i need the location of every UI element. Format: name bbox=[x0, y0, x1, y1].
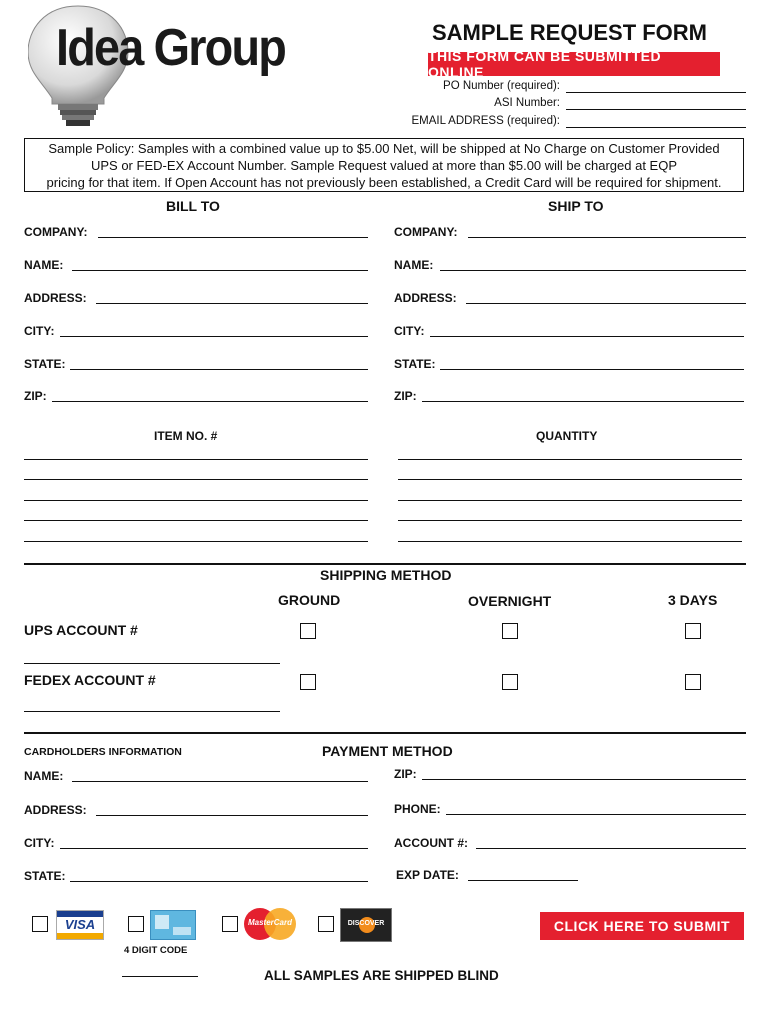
submit-button[interactable]: CLICK HERE TO SUBMIT bbox=[540, 912, 744, 940]
quantity-field[interactable] bbox=[398, 459, 742, 460]
bill-company-field[interactable] bbox=[98, 237, 368, 238]
bill-address-field[interactable] bbox=[96, 303, 368, 304]
amex-checkbox[interactable] bbox=[128, 916, 144, 932]
item-no-heading: ITEM NO. # bbox=[154, 429, 218, 443]
fedex-3days-checkbox[interactable] bbox=[685, 674, 701, 690]
quantity-heading: QUANTITY bbox=[536, 429, 598, 443]
bill-company-label: COMPANY: bbox=[24, 225, 88, 239]
bill-city-label: CITY: bbox=[24, 324, 55, 338]
mastercard-checkbox[interactable] bbox=[222, 916, 238, 932]
form-title: SAMPLE REQUEST FORM bbox=[432, 20, 708, 45]
pay-state-field[interactable] bbox=[70, 881, 368, 882]
pay-city-label: CITY: bbox=[24, 836, 55, 850]
pay-address-label: ADDRESS: bbox=[24, 803, 87, 817]
pay-account-field[interactable] bbox=[476, 848, 746, 849]
logo-text: Idea Group bbox=[56, 19, 286, 77]
ship-name-label: NAME: bbox=[394, 258, 434, 272]
section-divider bbox=[24, 563, 746, 565]
item-field[interactable] bbox=[24, 459, 368, 460]
po-field[interactable] bbox=[566, 92, 746, 93]
asi-field[interactable] bbox=[566, 109, 746, 110]
ship-state-field[interactable] bbox=[440, 369, 744, 370]
visa-logo bbox=[56, 910, 104, 940]
fedex-account-field[interactable] bbox=[24, 711, 280, 712]
pay-name-field[interactable] bbox=[72, 781, 368, 782]
ship-company-label: COMPANY: bbox=[394, 225, 458, 239]
ups-account-field[interactable] bbox=[24, 663, 280, 664]
bill-to-heading: BILL TO bbox=[166, 198, 220, 214]
item-field[interactable] bbox=[24, 520, 368, 521]
amex-logo bbox=[150, 910, 196, 940]
pay-phone-field[interactable] bbox=[446, 814, 746, 815]
bill-zip-label: ZIP: bbox=[24, 389, 47, 403]
pay-city-field[interactable] bbox=[60, 848, 368, 849]
discover-checkbox[interactable] bbox=[318, 916, 334, 932]
bill-name-label: NAME: bbox=[24, 258, 64, 272]
quantity-field[interactable] bbox=[398, 541, 742, 542]
fedex-overnight-checkbox[interactable] bbox=[502, 674, 518, 690]
ship-zip-field[interactable] bbox=[422, 401, 744, 402]
ship-state-label: STATE: bbox=[394, 357, 436, 371]
ship-to-heading: SHIP TO bbox=[548, 198, 604, 214]
visa-logo-text: VISA bbox=[64, 917, 96, 932]
section-divider bbox=[24, 732, 746, 734]
pay-exp-field[interactable] bbox=[468, 880, 578, 881]
sample-policy bbox=[24, 138, 744, 192]
ship-name-field[interactable] bbox=[440, 270, 746, 271]
three-days-label: 3 DAYS bbox=[668, 592, 718, 608]
email-field[interactable] bbox=[566, 127, 746, 128]
bill-city-field[interactable] bbox=[60, 336, 368, 337]
mastercard-logo-text: MasterCard bbox=[247, 918, 292, 927]
online-banner: THIS FORM CAN BE SUBMITTED ONLINE bbox=[428, 52, 720, 76]
quantity-field[interactable] bbox=[398, 520, 742, 521]
quantity-field[interactable] bbox=[398, 500, 742, 501]
email-label: EMAIL ADDRESS (required): bbox=[411, 115, 560, 127]
quantity-field[interactable] bbox=[398, 479, 742, 480]
pay-address-field[interactable] bbox=[96, 815, 368, 816]
ship-city-label: CITY: bbox=[394, 324, 425, 338]
discover-logo-text: DISCOVER bbox=[347, 920, 385, 927]
policy-line-3: pricing for that item. If Open Account has not previously been established, a Credit Card will be required for shipment. bbox=[46, 175, 722, 190]
logo bbox=[28, 4, 318, 132]
item-field[interactable] bbox=[24, 541, 368, 542]
pay-phone-label: PHONE: bbox=[394, 802, 441, 816]
bill-zip-field[interactable] bbox=[52, 401, 368, 402]
pay-exp-label: EXP DATE: bbox=[396, 868, 459, 882]
ups-ground-checkbox[interactable] bbox=[300, 623, 316, 639]
ups-overnight-checkbox[interactable] bbox=[502, 623, 518, 639]
discover-logo bbox=[340, 908, 392, 942]
bill-name-field[interactable] bbox=[72, 270, 368, 271]
visa-checkbox[interactable] bbox=[32, 916, 48, 932]
bill-address-label: ADDRESS: bbox=[24, 291, 87, 305]
policy-line-2: UPS or FED-EX Account Number. Sample Request valued at more than $5.00 will be charged at EQP bbox=[90, 158, 678, 173]
ups-account-label: UPS ACCOUNT # bbox=[24, 622, 138, 638]
item-field[interactable] bbox=[24, 500, 368, 501]
ship-zip-label: ZIP: bbox=[394, 389, 417, 403]
pay-name-label: NAME: bbox=[24, 769, 64, 783]
po-label: PO Number (required): bbox=[443, 80, 560, 92]
cardholders-heading: CARDHOLDERS INFORMATION bbox=[24, 746, 182, 758]
payment-method-heading: PAYMENT METHOD bbox=[322, 743, 453, 759]
pay-zip-label: ZIP: bbox=[394, 767, 417, 781]
asi-label: ASI Number: bbox=[494, 97, 560, 109]
pay-zip-field[interactable] bbox=[422, 779, 746, 780]
pay-state-label: STATE: bbox=[24, 869, 66, 883]
ship-city-field[interactable] bbox=[430, 336, 744, 337]
mastercard-logo bbox=[244, 908, 296, 940]
ground-label: GROUND bbox=[278, 592, 341, 608]
ship-company-field[interactable] bbox=[468, 237, 746, 238]
item-field[interactable] bbox=[24, 479, 368, 480]
ship-address-field[interactable] bbox=[466, 303, 746, 304]
four-digit-code-field[interactable] bbox=[122, 976, 198, 977]
fedex-ground-checkbox[interactable] bbox=[300, 674, 316, 690]
ups-3days-checkbox[interactable] bbox=[685, 623, 701, 639]
pay-account-label: ACCOUNT #: bbox=[394, 836, 468, 850]
policy-line-1: Sample Policy: Samples with a combined value up to $5.00 Net, will be shipped at No Charge on Customer Provided bbox=[48, 141, 720, 156]
four-digit-code-label: 4 DIGIT CODE bbox=[124, 945, 188, 956]
fedex-account-label: FEDEX ACCOUNT # bbox=[24, 672, 156, 688]
bill-state-field[interactable] bbox=[70, 369, 368, 370]
ship-address-label: ADDRESS: bbox=[394, 291, 457, 305]
shipping-method-heading: SHIPPING METHOD bbox=[320, 567, 452, 583]
overnight-label: OVERNIGHT bbox=[468, 593, 552, 609]
bill-state-label: STATE: bbox=[24, 357, 66, 371]
shipped-blind-note: ALL SAMPLES ARE SHIPPED BLIND bbox=[264, 968, 499, 983]
